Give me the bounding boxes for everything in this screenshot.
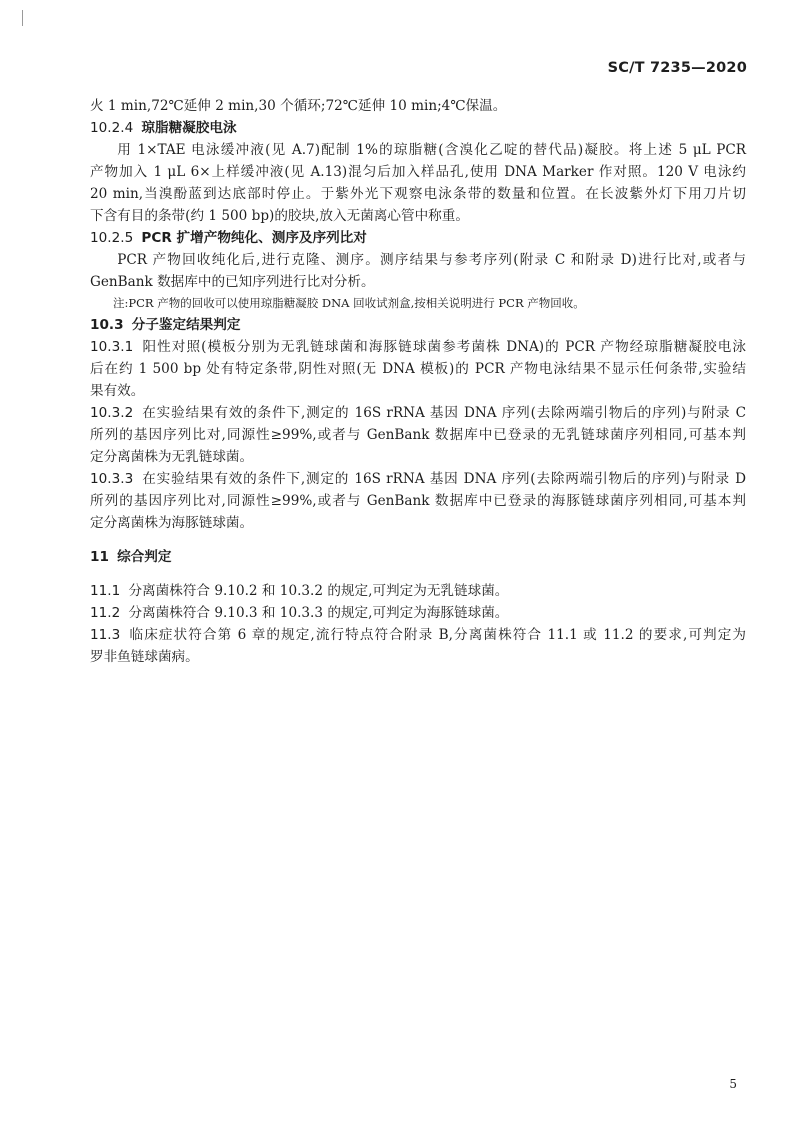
heading-10-3 xyxy=(90,314,746,336)
clause-number: 11 xyxy=(90,549,109,565)
standard-number: SC/T 7235—2020 xyxy=(607,60,747,76)
heading-10-2-4 xyxy=(90,117,746,139)
clause-title: 分子鉴定结果判定 xyxy=(131,317,241,333)
paragraph-10-2-4: 用 1×TAE 电泳缓冲液(见 A.7)配制 1%的琼脂糖(含溴化乙啶的替代品)凝胶。将上述 5 μL PCR 产物加入 1 μL 6×上样缓冲液(见 A.13)混匀后加入样品孔,使用 DNA Marker 作对照。120 V 电泳约 20 min,当溴酚蓝到达底部时停止。于紫外光下观察电泳条带的数量和位置。在长波紫外灯下用刀片切 下含有目的条带(约 1 500 bp)的胶块,放入无菌离心管中称重。 xyxy=(90,142,746,224)
clause-number: 11.2 xyxy=(90,605,121,621)
clause-title: 综合判定 xyxy=(117,549,172,565)
clause-title: 琼脂糖凝胶电泳 xyxy=(141,120,237,136)
clause-number: 10.3.3 xyxy=(90,471,134,487)
paragraph-pcr-cycle: 火 1 min,72℃延伸 2 min,30 个循环;72℃延伸 10 min;4℃保温。 xyxy=(90,98,507,114)
clause-number: 10.3.1 xyxy=(90,339,134,355)
clause-number: 11.1 xyxy=(90,583,121,599)
clause-number: 10.2.5 xyxy=(90,230,134,246)
page-number: 5 xyxy=(729,1077,737,1091)
clause-number: 10.3.2 xyxy=(90,405,134,421)
paragraph-10-3-3: 10.3.3 在实验结果有效的条件下,测定的 16S rRNA 基因 DNA 序列(去除两端引物后的序列)与附录 D 所列的基因序列比对,同源性≥99%,或者与 GenBank 数据库中已登录的海豚链球菌序列相同,可基本判 定分离菌株为海豚链球菌。 xyxy=(90,471,746,531)
clause-number: 10.2.4 xyxy=(90,120,134,136)
paragraph-10-3-2: 10.3.2 在实验结果有效的条件下,测定的 16S rRNA 基因 DNA 序列(去除两端引物后的序列)与附录 C 所列的基因序列比对,同源性≥99%,或者与 GenBank 数据库中已登录的无乳链球菌序列相同,可基本判 定分离菌株为无乳链球菌。 xyxy=(90,405,746,465)
clause-title: PCR 扩增产物纯化、测序及序列比对 xyxy=(141,230,367,246)
clause-number: 10.3 xyxy=(90,317,124,333)
document-body xyxy=(90,95,746,668)
paragraph-10-3-1: 10.3.1 阳性对照(模板分别为无乳链球菌和海豚链球菌参考菌株 DNA)的 PCR 产物经琼脂糖凝胶电泳 后在约 1 500 bp 处有特定条带,阴性对照(无 DNA 模板)的 PCR 产物电泳结果不显示任何条带,实验结 果有效。 xyxy=(90,339,746,399)
clause-number: 11.3 xyxy=(90,627,121,643)
paragraph-10-2-5: PCR 产物回收纯化后,进行克隆、测序。测序结果与参考序列(附录 C 和附录 D)进行比对,或者与 GenBank 数据库中的已知序列进行比对分析。 xyxy=(90,252,746,290)
corner-crop-mark xyxy=(22,10,23,26)
paragraph-11-1: 11.1 分离菌株符合 9.10.2 和 10.3.2 的规定,可判定为无乳链球菌。 xyxy=(90,583,509,599)
paragraph-11-2: 11.2 分离菌株符合 9.10.3 和 10.3.3 的规定,可判定为海豚链球菌。 xyxy=(90,605,509,621)
heading-11 xyxy=(90,546,746,568)
paragraph-11-3: 11.3 临床症状符合第 6 章的规定,流行特点符合附录 B,分离菌株符合 11.1 或 11.2 的要求,可判定为 罗非鱼链球菌病。 xyxy=(90,627,746,665)
note: 注:PCR 产物的回收可以使用琼脂糖凝胶 DNA 回收试剂盒,按相关说明进行 PCR 产物回收。 xyxy=(113,296,585,310)
heading-10-2-5 xyxy=(90,227,746,249)
